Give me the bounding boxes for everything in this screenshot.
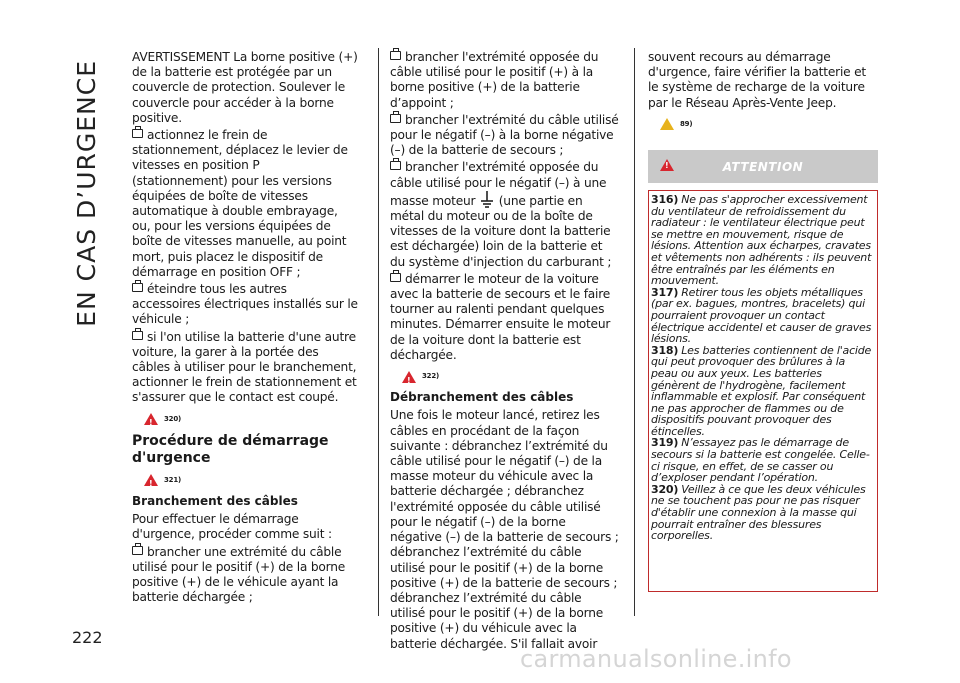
- attention-box: [648, 150, 878, 592]
- subsection-title: Branchement des câbles: [132, 494, 298, 509]
- page-number: 222: [72, 628, 103, 647]
- chapter-title: EN CAS D’URGENCE: [72, 60, 101, 327]
- warning-triangle-icon: [144, 413, 158, 425]
- warning-triangle-icon: [402, 371, 416, 383]
- reference-number: 322): [422, 372, 440, 381]
- column-1: [132, 50, 358, 608]
- attention-item-text: Veillez à ce que les deux véhicules ne se touchent pas pour ne pas risquer d'établir une connexion à la masse qui pourrait entraîner des blessures corporelles.: [651, 482, 866, 543]
- warning-reference: [144, 412, 358, 427]
- note-reference: [660, 117, 880, 132]
- attention-body: [648, 191, 878, 592]
- warning-reference: [144, 473, 358, 488]
- caution-triangle-icon: [660, 118, 674, 130]
- bullet-text: éteindre tous les autres accessoires électriques installés sur le véhicule ;: [132, 282, 358, 327]
- bullet-item: [390, 272, 620, 363]
- attention-item: [651, 484, 873, 542]
- attention-item-text: Ne pas s'approcher excessivement du ventilateur de refroidissement du radiateur : le ventilateur électrique peut se mettre en mouvement, risque de lésions. Attention aux écharpes, cravates et vêtements non adhérents : ils peuvent être entraînés par les éléments en mouvement.: [651, 193, 872, 288]
- paragraph: Pour effectuer le démarrage d'urgence, procéder comme suit :: [132, 512, 332, 542]
- checkbox-bullet-icon: [132, 546, 143, 555]
- attention-item-text: N’essayez pas le démarrage de secours si la batterie est congelée. Celle-ci risque, en effet, de se casser ou d’exploser pendant l’opération.: [651, 436, 870, 485]
- attention-title: ATTENTION: [722, 159, 804, 174]
- section-title: Procédure de démarrage d'urgence: [132, 432, 329, 466]
- checkbox-bullet-icon: [390, 161, 401, 170]
- paragraph: souvent recours au démarrage d'urgence, faire vérifier la batterie et le système de recharge de la voiture par le Réseau Après-Vente Jeep.: [648, 50, 866, 110]
- checkbox-bullet-icon: [390, 51, 401, 60]
- column-divider: [378, 48, 379, 616]
- bullet-text: brancher l'extrémité opposée du câble utilisé pour le positif (+) à la borne positive (+) de la batterie d’appoint ;: [390, 50, 599, 110]
- bullet-text: brancher une extrémité du câble utilisé pour le positif (+) de la borne positive (+) de le véhicule ayant la batterie déchargée ;: [132, 544, 346, 605]
- bullet-item: [390, 50, 620, 111]
- column-2: [390, 50, 620, 654]
- attention-item-number: 317): [651, 285, 679, 299]
- watermark: carmanualsonline.info: [520, 645, 792, 673]
- column-divider: [634, 48, 635, 616]
- attention-list: [649, 191, 877, 542]
- bullet-item: [132, 282, 358, 328]
- paragraph: Une fois le moteur lancé, retirez les câbles en procédant de la façon suivante : débranchez l’extrémité du câble utilisé pour le négatif (–) de la masse moteur du véhicule avec la batterie déchargée ; débranchez l'extrémité opposée du câble utilisé pour le négatif (–) de la borne négative (–) de la batterie de secours ; débranchez l’extrémité du câble utilisé pour le positif (+) de la borne positive (+) de la batterie de secours ; débranchez l’extrémité du câble utilisé pour le positif (+) de la borne positive (+) du véhicule avec la batterie déchargée. S'il fallait avoir: [390, 408, 619, 651]
- attention-item-number: 318): [651, 343, 679, 357]
- checkbox-bullet-icon: [132, 129, 143, 138]
- checkbox-bullet-icon: [390, 273, 401, 282]
- attention-item-text: Les batteries contiennent de l'acide qui peut provoquer des brûlures à la peau ou aux yeux. Les batteries génèrent de l'hydrogène, facilement inflammable et explosif. Par conséquent ne pas approcher de flammes ou de dispositifs pouvant provoquer des étincelles.: [651, 343, 872, 438]
- attention-item-number: 316): [651, 193, 679, 206]
- bullet-item: [390, 113, 620, 159]
- attention-item: [651, 194, 873, 287]
- warning-paragraph: AVERTISSEMENT La borne positive (+) de la batterie est protégée par un couvercle de protection. Soulever le couvercle pour accéder à la borne positive.: [132, 50, 358, 125]
- attention-item: [651, 437, 873, 483]
- attention-item-number: 319): [651, 436, 679, 450]
- attention-item-number: 320): [651, 482, 679, 496]
- checkbox-bullet-icon: [132, 283, 143, 292]
- bullet-item: [390, 160, 620, 269]
- bullet-text: (une partie en métal du moteur ou de la boîte de vitesses de la voiture dont la batterie est déchargée) loin de la batterie et du système d'injection du carburant ;: [390, 193, 612, 269]
- attention-item: [651, 345, 873, 438]
- subsection-title: Débranchement des câbles: [390, 390, 574, 405]
- bullet-item: [132, 330, 358, 406]
- bullet-item: [132, 128, 358, 280]
- warning-reference: [402, 369, 620, 384]
- bullet-text: actionnez le frein de stationnement, déplacez le levier de vitesses en position P (stationnement) pour les versions équipées de boîte de vitesses automatique à double embrayage, ou, pour les versions équipées de boîte de vitesses manuelle, au point mort, puis placez le dispositif de démarrage en position OFF ;: [132, 128, 348, 279]
- bullet-text: si l'on utilise la batterie d'une autre voiture, la garer à la portée des câbles à utiliser pour le branchement, actionner le frein de stationnement et s'assurer que le contact est coupé.: [132, 329, 357, 405]
- bullet-text: brancher l'extrémité opposée du câble utilisé pour le négatif (–) à une masse moteur: [390, 160, 607, 208]
- reference-number: 321): [164, 475, 182, 484]
- ground-symbol-icon: [481, 191, 493, 209]
- bullet-text: démarrer le moteur de la voiture avec la batterie de secours et le faire tourner au ralenti pendant quelques minutes. Démarrer ensuite le moteur de la voiture dont la batterie est déchargée.: [390, 271, 611, 362]
- attention-item: [651, 287, 873, 345]
- reference-number: 89): [680, 119, 693, 128]
- bullet-item: [132, 545, 358, 606]
- warning-triangle-icon: [144, 474, 158, 486]
- checkbox-bullet-icon: [132, 331, 143, 340]
- reference-number: 320): [164, 414, 182, 423]
- attention-item-text: Retirer tous les objets métalliques (par ex. bagues, montres, bracelets) qui pourraient provoquer un contact électrique accidentel et causer de graves lésions.: [651, 285, 872, 346]
- checkbox-bullet-icon: [390, 114, 401, 123]
- warning-triangle-icon: [660, 159, 674, 171]
- column-3: [648, 50, 880, 138]
- attention-header: [648, 150, 878, 183]
- bullet-text: brancher l'extrémité du câble utilisé pour le négatif (–) à la borne négative (–) de la batterie de secours ;: [390, 112, 619, 158]
